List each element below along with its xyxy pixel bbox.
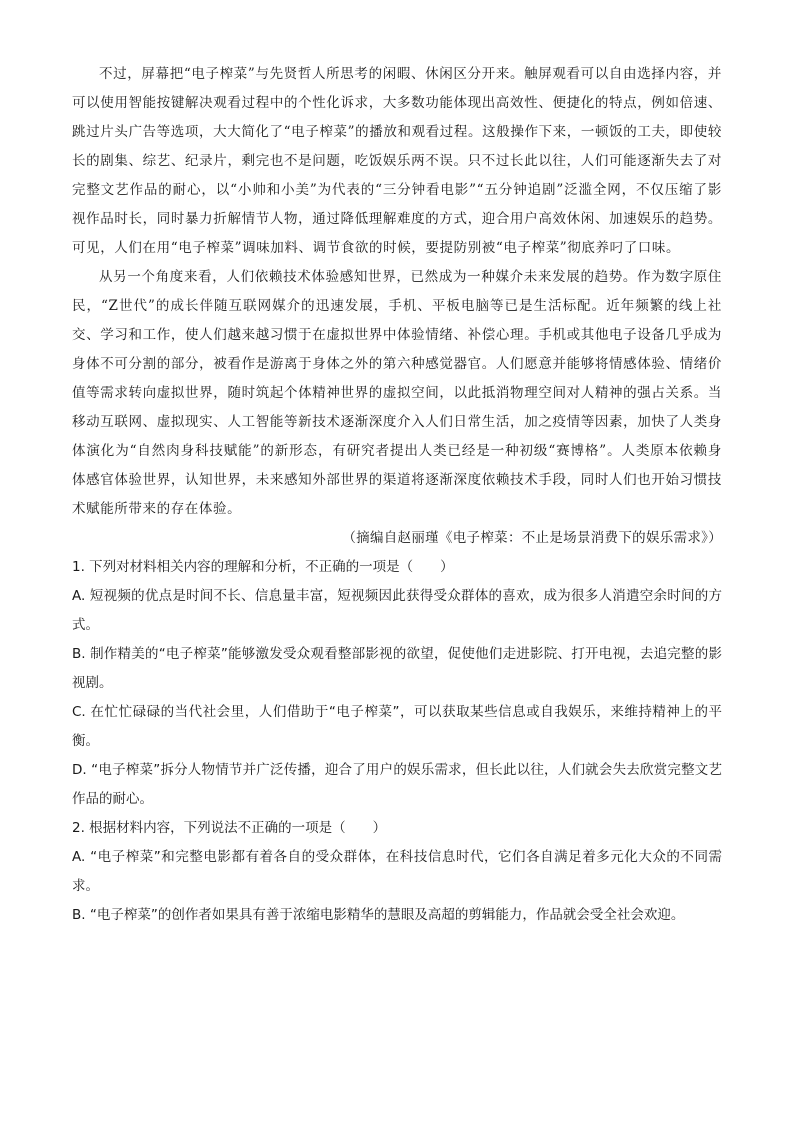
question-1-option-d: D. “电子榨菜”拆分人物情节并广泛传播，迎合了用户的娱乐需求，但长此以往，人们就会失去欣赏完整文艺作品的耐心。 — [72, 762, 722, 807]
question-2-stem: 2. 根据材料内容，下列说法不正确的一项是（ ） — [72, 820, 387, 836]
question-1-option-a: A. 短视频的优点是时间不长、信息量丰富，短视频因此获得受众群体的喜欢，成为很多人消遣空余时间的方式。 — [72, 588, 722, 633]
question-2-option-a: A. “电子榨菜”和完整电影都有着各自的受众群体，在科技信息时代，它们各自满足着多元化大众的不同需求。 — [72, 849, 722, 894]
question-1-stem: 1. 下列对材料相关内容的理解和分析，不正确的一项是（ ） — [72, 559, 454, 575]
article-paragraph-2: 从另一个角度来看，人们依赖技术体验感知世界，已然成为一种媒介未来发展的趋势。作为数字原住民，“Z世代”的成长伴随互联网媒介的迅速发展，手机、平板电脑等已是生活标配。近年频繁的线上社交、学习和工作，使人们越来越习惯于在虚拟世界中体验情绪、补偿心理。手机或其他电子设备几乎成为身体不可分割的部分，被看作是游离于身体之外的第六种感觉器官。人们愿意并能够将情感体验、情绪价值等需求转向虚拟世界，随时筑起个体精神世界的虚拟空间，以此抵消物理空间对人精神的强占关系。当移动互联网、虚拟现实、人工智能等新技术逐渐深度介入人们日常生活，加之疫情等因素，加快了人类身体演化为“自然肉身科技赋能”的新形态，有研究者提出人类已经是一种初级“赛博格”。人类原本依赖身体感官体验世界，认知世界，未来感知外部世界的渠道将逐渐深度依赖技术手段，同时人们也开始习惯技术赋能所带来的存在体验。 — [72, 269, 722, 517]
question-1-option-c: C. 在忙忙碌碌的当代社会里，人们借助于“电子榨菜”，可以获取某些信息或自我娱乐，来维持精神上的平衡。 — [72, 704, 722, 749]
question-2 — [72, 814, 722, 930]
document-page — [72, 60, 722, 930]
question-1 — [72, 553, 722, 814]
article-paragraph-1: 不过，屏幕把“电子榨菜”与先贤哲人所思考的闲暇、休闲区分开来。触屏观看可以自由选择内容，并可以使用智能按键解决观看过程中的个性化诉求，大多数功能体现出高效性、便捷化的特点，例如倍速、跳过片头广告等选项，大大简化了“电子榨菜”的播放和观看过程。这般操作下来，一顿饭的工夫，即使较长的剧集、综艺、纪录片，剩完也不是问题，吃饭娱乐两不误。只不过长此以往，人们可能逐渐失去了对完整文艺作品的耐心，以“小帅和小美”为代表的“三分钟看电影”“五分钟追剧”泛滥全网，不仅压缩了影视作品时长，同时暴力折解情节人物，通过降低理解难度的方式，迎合用户高效休闲、加速娱乐的趋势。可见，人们在用“电子榨菜”调味加料、调节食欲的时候，要提防别被“电子榨菜”彻底养叼了口味。 — [72, 66, 722, 256]
article-source: （摘编自赵丽瑾《电子榨菜：不止是场景消费下的娱乐需求》） — [342, 530, 722, 546]
question-2-option-b: B. “电子榨菜”的创作者如果具有善于浓缩电影精华的慧眼及高超的剪辑能力，作品就会受全社会欢迎。 — [72, 907, 685, 923]
question-1-option-b: B. 制作精美的“电子榨菜”能够激发受众观看整部影视的欲望，促使他们走进影院、打开电视，去追完整的影视剧。 — [72, 646, 722, 691]
